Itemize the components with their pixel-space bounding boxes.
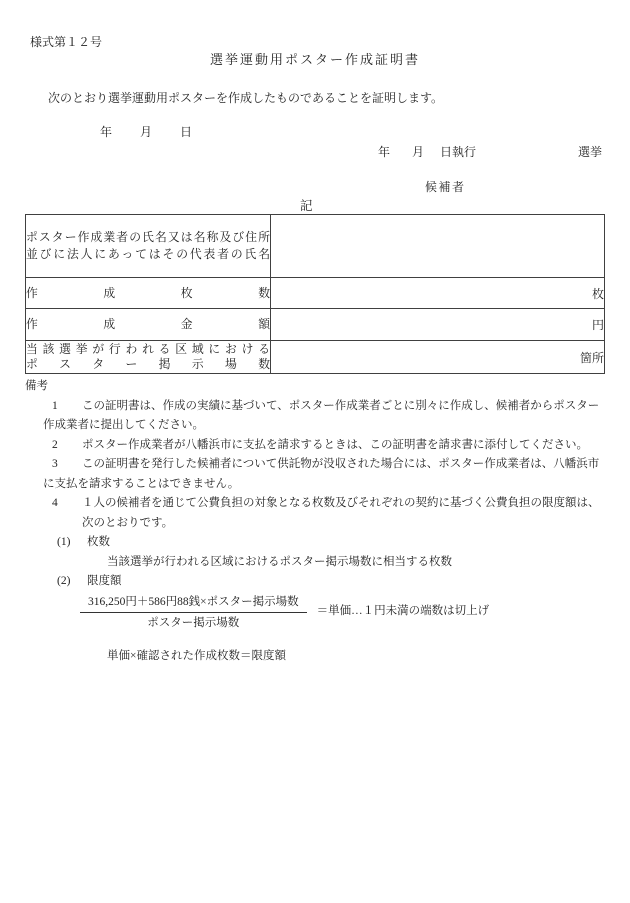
remark-item-4-number: 4 bbox=[52, 497, 58, 509]
amount-label-text: 作成金額 bbox=[26, 317, 270, 331]
poster-sites-value-cell bbox=[271, 341, 605, 374]
sheets-count-label bbox=[26, 278, 271, 309]
sheets-count-value-cell bbox=[271, 278, 605, 309]
sheets-unit-label: 枚 bbox=[591, 286, 604, 301]
remarks-heading: 備考 bbox=[25, 380, 48, 392]
remark-item-3-text: この証明書を発行した候補者について供託物が没収された場合には、ポスター作成業者は、八幡浜市 bbox=[82, 458, 600, 470]
poster-sites-label bbox=[26, 341, 271, 374]
election-date-month-label: 月 bbox=[412, 145, 425, 159]
sub-item-1-number: (1) bbox=[57, 536, 71, 548]
sub-item-2-number: (2) bbox=[57, 575, 71, 587]
election-name-label: 選挙 bbox=[578, 145, 603, 159]
sub-item-1-body: 当該選挙が行われる区域におけるポスター掲示場数に相当する枚数 bbox=[107, 555, 452, 568]
maker-name-row bbox=[26, 215, 605, 278]
remark-item-2-number: 2 bbox=[52, 438, 58, 451]
poster-sites-label-line1: 当該選挙が行われる区域における bbox=[26, 342, 270, 356]
poster-sites-label-line2: ポスター掲示場数 bbox=[26, 357, 270, 371]
poster-sites-unit-label: 箇所 bbox=[579, 350, 604, 365]
remark-item-1-text: この証明書は、作成の実績に基づいて、ポスター作成業者ごとに別々に作成し、候補者からポスター bbox=[82, 399, 600, 412]
remark-item-4 bbox=[0, 494, 630, 514]
remark-item-2 bbox=[0, 436, 630, 456]
amount-unit-label: 円 bbox=[591, 318, 604, 332]
remark-item-1-continued: 作成業者に提出してください。 bbox=[43, 419, 204, 431]
maker-name-value-cell bbox=[271, 215, 605, 278]
certificate-table bbox=[25, 214, 605, 374]
sheets-count-label-text: 作成枚数 bbox=[26, 285, 270, 300]
issue-date-month-label: 月 bbox=[140, 125, 153, 139]
amount-label bbox=[26, 309, 271, 341]
sub-item-1-label: 枚数 bbox=[87, 536, 110, 548]
remark-item-4-text: １人の候補者を通じて公費負担の対象となる枚数及びそれぞれの契約に基づく公費負担の限度額は、 bbox=[82, 497, 600, 509]
sheets-count-row bbox=[26, 278, 605, 309]
maker-name-label bbox=[26, 215, 271, 278]
fraction-denominator: ポスター掲示場数 bbox=[147, 616, 240, 629]
election-date-year-label: 年 bbox=[378, 145, 391, 159]
record-marker: 記 bbox=[300, 199, 313, 213]
limit-amount-formula: 単価×確認された作成枚数＝限度額 bbox=[107, 649, 286, 662]
certification-statement: 次のとおり選挙運動用ポスターを作成したものであることを証明します。 bbox=[48, 91, 444, 105]
unit-price-formula bbox=[80, 594, 630, 631]
fraction-result: ＝単価…１円未満の端数は切上げ bbox=[316, 605, 490, 618]
remark-item-3 bbox=[0, 455, 630, 475]
document-title: 選挙運動用ポスター作成証明書 bbox=[209, 52, 420, 67]
issue-date-day-label: 日 bbox=[180, 125, 193, 139]
election-date-day-executed-label: 日執行 bbox=[440, 145, 477, 159]
sub-item-1 bbox=[0, 533, 630, 553]
fraction bbox=[80, 594, 307, 631]
amount-value-cell bbox=[271, 309, 605, 341]
remark-item-1 bbox=[0, 397, 630, 417]
sub-item-2-label: 限度額 bbox=[87, 575, 122, 587]
maker-name-label-line2: 並びに法人にあってはその代表者の氏名 bbox=[26, 247, 270, 261]
candidate-label: 候補者 bbox=[425, 180, 466, 194]
remark-item-3-continued: に支払を請求することはできません。 bbox=[43, 477, 240, 490]
remark-item-4-continued: 次のとおりです。 bbox=[82, 516, 174, 529]
sub-item-2 bbox=[0, 572, 630, 592]
remark-item-3-number: 3 bbox=[52, 458, 58, 470]
remark-item-2-text: ポスター作成業者が八幡浜市に支払を請求するときは、この証明書を請求書に添付してください。 bbox=[82, 438, 588, 451]
fraction-numerator: 316,250円＋586円88銭×ポスター掲示場数 bbox=[80, 594, 307, 613]
poster-sites-row bbox=[26, 341, 605, 374]
form-number: 様式第１２号 bbox=[30, 35, 103, 49]
issue-date-year-label: 年 bbox=[100, 125, 113, 139]
amount-row bbox=[26, 309, 605, 341]
remark-item-1-number: 1 bbox=[52, 399, 58, 412]
remarks-section bbox=[0, 377, 630, 666]
maker-name-label-line1: ポスター作成業者の氏名又は名称及び住所 bbox=[26, 230, 270, 244]
